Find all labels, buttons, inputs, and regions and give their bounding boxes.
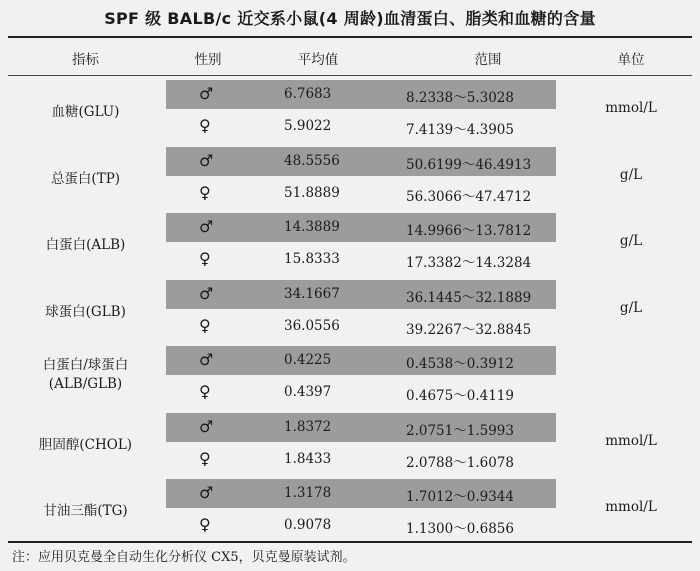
- mean-value: 51.8889: [284, 184, 340, 201]
- range-value: 39.2267～32.8845: [406, 321, 532, 338]
- unit-value: mmol/L: [605, 499, 657, 515]
- range-value: 2.0751～1.5993: [406, 422, 514, 439]
- mean-value: 1.8433: [284, 450, 332, 467]
- female-symbol: ♀: [199, 249, 211, 268]
- table-group: [8, 78, 692, 145]
- header-mean: 平均值: [297, 52, 339, 68]
- range-value: 56.3066～47.4712: [406, 188, 532, 205]
- male-symbol: ♂: [199, 217, 214, 236]
- table-title: SPF 级 BALB/c 近交系小鼠(4 周龄)血清蛋白、脂类和血糖的含量: [104, 9, 596, 28]
- table-group: [8, 477, 692, 544]
- male-symbol: ♂: [199, 416, 214, 436]
- indicator-name: 球蛋白(GLB): [45, 303, 126, 320]
- header-unit: 单位: [617, 52, 645, 68]
- unit-value: g/L: [619, 233, 643, 249]
- range-value: 8.2338～5.3028: [406, 90, 514, 106]
- indicator-name: 胆固醇(CHOL): [38, 436, 133, 453]
- indicator-name: 血糖(GLU): [51, 104, 120, 120]
- mean-value: 0.9078: [284, 517, 332, 533]
- header-sex: 性别: [194, 52, 222, 68]
- male-symbol: ♂: [199, 150, 214, 170]
- indicator-name: 白蛋白(ALB): [45, 237, 126, 253]
- range-value: 2.0788～1.6078: [406, 454, 514, 471]
- mean-value: 36.0556: [284, 317, 340, 334]
- range-value: 17.3382～14.3284: [406, 255, 532, 271]
- indicator-name-line2: (ALB/GLB): [48, 376, 123, 392]
- table-group: [8, 145, 692, 212]
- female-symbol: ♀: [199, 515, 211, 534]
- range-value: 1.1300～0.6856: [406, 521, 514, 537]
- male-symbol: ♂: [199, 483, 214, 502]
- table-group: [8, 344, 692, 411]
- footnote: 注：应用贝克曼全自动生化分析仪 CX5，贝克曼原装试剂。: [12, 550, 356, 565]
- data-table: [8, 36, 692, 543]
- female-symbol: ♀: [199, 448, 211, 468]
- mean-value: 6.7683: [284, 86, 332, 102]
- indicator-name: 甘油三酯(TG): [43, 503, 128, 519]
- mean-value: 15.8333: [284, 251, 340, 267]
- female-symbol: ♀: [199, 315, 211, 335]
- table-group: [8, 278, 692, 345]
- range-value: 50.6199～46.4913: [406, 156, 532, 173]
- mean-value: 1.8372: [284, 418, 332, 435]
- mean-value: 0.4397: [284, 384, 332, 400]
- mean-value: 5.9022: [284, 118, 332, 134]
- mean-value: 14.3889: [284, 219, 340, 235]
- male-symbol: ♂: [199, 350, 214, 369]
- range-value: 1.7012～0.9344: [406, 489, 514, 505]
- range-value: 0.4675～0.4119: [406, 388, 514, 404]
- female-symbol: ♀: [199, 116, 211, 135]
- indicator-name-line1: 白蛋白/球蛋白: [42, 357, 129, 373]
- male-symbol: ♂: [199, 84, 214, 103]
- header-range: 范围: [474, 52, 502, 68]
- indicator-name: 总蛋白(TP): [50, 170, 121, 187]
- table-group: [8, 211, 692, 278]
- unit-value: mmol/L: [605, 100, 657, 116]
- female-symbol: ♀: [199, 182, 211, 202]
- table-group: [8, 411, 692, 478]
- mean-value: 1.3178: [284, 485, 332, 501]
- range-value: 36.1445～32.1889: [406, 289, 532, 306]
- female-symbol: ♀: [199, 382, 211, 401]
- unit-value: mmol/L: [605, 432, 657, 449]
- mean-value: 48.5556: [284, 152, 340, 169]
- range-value: 7.4139～4.3905: [406, 122, 514, 138]
- mean-value: 0.4225: [284, 352, 332, 368]
- mean-value: 34.1667: [284, 285, 340, 302]
- male-symbol: ♂: [199, 283, 214, 303]
- header-indicator: 指标: [72, 52, 99, 68]
- unit-value: g/L: [619, 299, 643, 316]
- indicator-name: [8, 356, 163, 394]
- range-value: 0.4538～0.3912: [406, 356, 514, 372]
- range-value: 14.9966～13.7812: [406, 223, 532, 239]
- unit-value: g/L: [619, 166, 643, 183]
- table-header: [8, 38, 692, 76]
